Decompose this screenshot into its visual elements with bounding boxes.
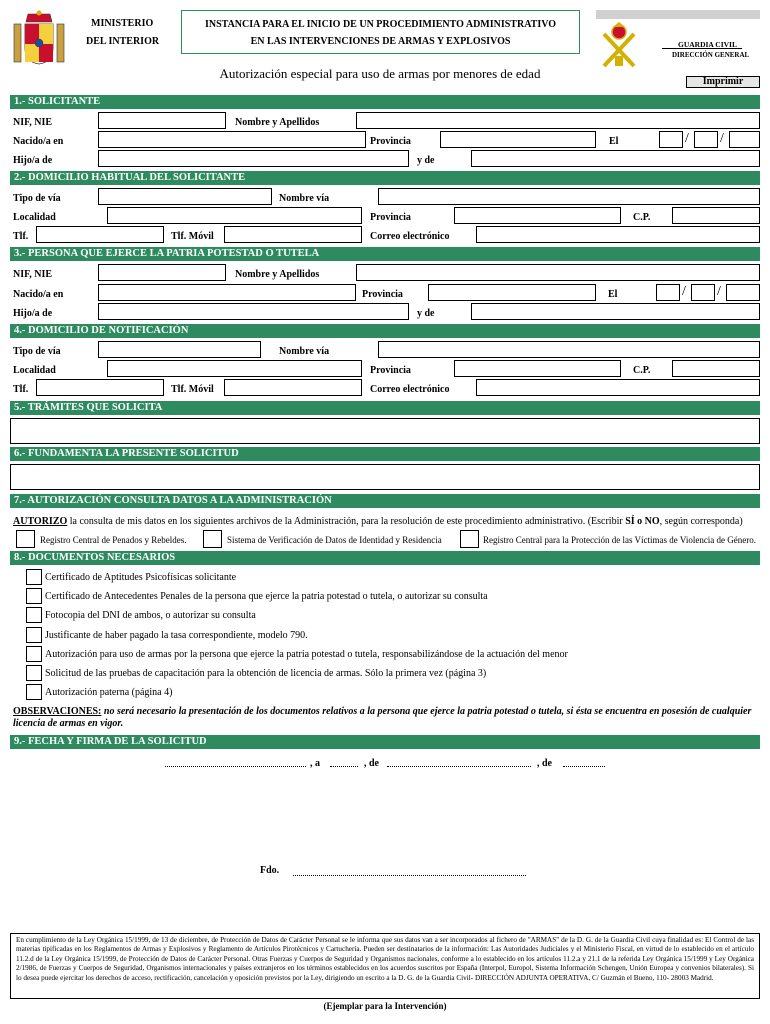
legal-notice-box [10, 933, 760, 999]
tramites-textarea[interactable] [10, 418, 760, 444]
doc-item-2: Certificado de Antecedentes Penales de la persona que ejerce la patria potestad o tutela, o autorizar su consulta [45, 591, 488, 602]
s3-mes-input[interactable] [691, 284, 715, 301]
label-tipo-via: Tipo de vía [13, 346, 61, 357]
doc-item-7: Autorización paterna (página 4) [45, 687, 173, 698]
consent-option-identidad: Sistema de Verificación de Datos de Identidad y Residencia [227, 535, 442, 545]
label-nacido: Nacido/a en [13, 136, 64, 147]
s2-cp-input[interactable] [672, 207, 760, 224]
authorization-word: AUTORIZO [13, 516, 68, 527]
observations [13, 706, 751, 730]
s1-nombre-input[interactable] [356, 112, 760, 129]
observations-label: OBSERVACIONES: [13, 706, 102, 717]
s1-dia-input[interactable] [659, 131, 683, 148]
date-separator: / [685, 131, 689, 146]
date-separator: / [682, 284, 686, 299]
authorization-text [13, 515, 743, 528]
section-2-header: 2.- DOMICILIO HABITUAL DEL SOLICITANTE [10, 171, 760, 185]
ministry-line2: DEL INTERIOR [86, 36, 160, 47]
section-9-header: 9.- FECHA Y FIRMA DE LA SOLICITUD [10, 735, 760, 749]
ministry-line1: MINISTERIO [91, 18, 154, 29]
section-4-header: 4.- DOMICILIO DE NOTIFICACIÓN [10, 324, 760, 338]
sign-day-line[interactable] [330, 766, 358, 767]
label-tlf-movil: Tlf. Móvil [171, 384, 214, 395]
gc-line2: DIRECCIÓN GENERAL [672, 51, 750, 59]
s4-cp-input[interactable] [672, 360, 760, 377]
sign-month-line[interactable] [387, 766, 531, 767]
doc-checkbox-3[interactable] [26, 607, 42, 623]
s1-madre-input[interactable] [471, 150, 760, 167]
label-localidad: Localidad [13, 212, 56, 223]
s3-dia-input[interactable] [656, 284, 680, 301]
doc-item-5: Autorización para uso de armas por la persona que ejerce la patria potestad o tutela, responsabilizándose de la actuación del menor [45, 649, 568, 660]
doc-checkbox-6[interactable] [26, 665, 42, 681]
label-nombre-via: Nombre vía [279, 193, 330, 204]
label-provincia: Provincia [370, 136, 411, 147]
authorization-text-pre: la consulta de mis datos en los siguientes archivos de la Administración, para la resolución de este procedimiento administrativo. (Escribir [67, 516, 626, 527]
title-line1: INSTANCIA PARA EL INICIO DE UN PROCEDIMIENTO ADMINISTRATIVO [204, 19, 557, 30]
label-yde: y de [417, 308, 435, 319]
s1-padre-input[interactable] [98, 150, 409, 167]
s4-localidad-input[interactable] [107, 360, 362, 377]
s4-nombre-via-input[interactable] [378, 341, 760, 358]
label-tipo-via: Tipo de vía [13, 193, 61, 204]
doc-checkbox-1[interactable] [26, 569, 42, 585]
authorization-text-post: , según corresponda) [659, 516, 743, 527]
authorization-si-no: SÍ o NO [625, 516, 660, 527]
label-nif: NIF, NIE [13, 269, 53, 280]
s2-tlf-input[interactable] [36, 226, 164, 243]
s1-nif-input[interactable] [98, 112, 226, 129]
s2-nombre-via-input[interactable] [378, 188, 760, 205]
s2-correo-input[interactable] [476, 226, 760, 243]
date-separator: / [717, 284, 721, 299]
sign-de-1: , de [364, 758, 379, 769]
s3-nombre-input[interactable] [356, 264, 760, 281]
doc-item-4: Justificante de haber pagado la tasa correspondiente, modelo 790. [45, 630, 308, 641]
label-nombre: Nombre y Apellidos [235, 117, 320, 128]
date-separator: / [720, 131, 724, 146]
section-1-header: 1.- SOLICITANTE [10, 95, 760, 109]
signature-line[interactable] [293, 875, 526, 876]
sign-year-line[interactable] [563, 766, 605, 767]
label-provincia: Provincia [370, 212, 411, 223]
s3-nif-input[interactable] [98, 264, 226, 281]
s4-correo-input[interactable] [476, 379, 760, 396]
label-tlf: Tlf. [13, 231, 29, 242]
label-nif: NIF, NIE [13, 117, 53, 128]
label-nombre-via: Nombre vía [279, 346, 330, 357]
label-correo: Correo electrónico [370, 384, 450, 395]
s4-tipo-via-input[interactable] [98, 341, 261, 358]
label-hijo: Hijo/a de [13, 155, 53, 166]
label-tlf: Tlf. [13, 384, 29, 395]
print-button[interactable]: Imprimir [686, 76, 760, 88]
section-5-header: 5.- TRÁMITES QUE SOLICITA [10, 401, 760, 415]
s4-movil-input[interactable] [224, 379, 362, 396]
gray-header-bar [596, 10, 760, 19]
s3-madre-input[interactable] [471, 303, 760, 320]
label-el: El [608, 289, 618, 300]
section-7-header: 7.- AUTORIZACIÓN CONSULTA DATOS A LA ADMINISTRACIÓN [10, 494, 760, 508]
label-tlf-movil: Tlf. Móvil [171, 231, 214, 242]
consent-identidad-input[interactable] [203, 530, 222, 548]
consent-violencia-input[interactable] [460, 530, 479, 548]
doc-item-3: Fotocopia del DNI de ambos, o autorizar su consulta [45, 610, 256, 621]
section-8-header: 8.- DOCUMENTOS NECESARIOS [10, 551, 760, 565]
s1-mes-input[interactable] [694, 131, 718, 148]
s3-anio-input[interactable] [726, 284, 760, 301]
consent-option-penados: Registro Central de Penados y Rebeldes. [40, 535, 187, 545]
observations-text1: no será necesario la presentación de los documentos relativos a la persona que ejerce la patria potestad o tutela, si ésta se encuentra en posesión de cualquier [101, 706, 752, 717]
gc-line1: GUARDIA CIVIL [678, 40, 737, 49]
spain-coat-of-arms-icon [12, 10, 66, 66]
copy-label: (Ejemplar para la Intervención) [323, 1001, 447, 1011]
label-localidad: Localidad [13, 365, 56, 376]
label-nombre: Nombre y Apellidos [235, 269, 320, 280]
form-subtitle: Autorización especial para uso de armas por menores de edad [219, 66, 541, 81]
section-3-header: 3.- PERSONA QUE EJERCE LA PATRIA POTESTAD O TUTELA [10, 247, 760, 261]
s4-tlf-input[interactable] [36, 379, 164, 396]
label-correo: Correo electrónico [370, 231, 450, 242]
legal-notice-text: En cumplimiento de la Ley Orgánica 15/1999, de 13 de diciembre, de Protección de Datos de Carácter Personal se le informa que sus datos van a ser incorporados al fichero de "ARMAS" de la D. G. de la Guardia Civil cuya finalidad es: El Control de las materias tipificadas en los Reglamentos de Armas y Explosivos y Reglamento de Artículos Pirotécnicos y Cartuchería. Pueden ser destinatarios de la información: Las Autoridades Judiciales y el Ministerio Fiscal, en virtud de lo establecido en el artículo 11.2.d de la Ley Orgánica 15/1999, de Protección de Datos de Carácter Personal. Otras Fuerzas y Cuerpos de Seguridad y Organismos nacionales, conforme a lo establecido en los artículos 11.2.a y 21.1 de la referida Ley Orgánica 15/1999 y Ley Orgánica 2/1986, de Fuerzas y Cuerpos de Seguridad, Organismos internacionales y países extranjeros en los términos establecidos en los acuerdos suscritos por España (Interpol, Europol, Sistema Información Schengen, Unión Europea y convenios bilaterales). Si lo desea puede ejercitar los derechos de acceso, rectificación, cancelación y oposición previstos por la Ley, dirigiendo un escrito a la D. G. de la Guardia Civil- DIRECCIÓN ADJUNTA OPERATIVA, C/ Guzmán el Bueno, 110- 28003 Madrid. [16, 936, 754, 982]
doc-checkbox-2[interactable] [26, 588, 42, 604]
doc-item-6: Solicitud de las pruebas de capacitación para la obtención de licencia de armas. Sólo la primera vez (página 3) [45, 668, 487, 679]
label-provincia: Provincia [362, 289, 403, 300]
label-provincia: Provincia [370, 365, 411, 376]
s3-provincia-input[interactable] [428, 284, 596, 301]
doc-checkbox-4[interactable] [26, 627, 42, 643]
s1-nacido-input[interactable] [98, 131, 366, 148]
s1-provincia-input[interactable] [440, 131, 596, 148]
s3-padre-input[interactable] [98, 303, 409, 320]
guardia-civil-emblem-icon [596, 22, 642, 72]
s2-localidad-input[interactable] [107, 207, 362, 224]
s2-provincia-input[interactable] [454, 207, 621, 224]
observations-text2: licencia de armas en vigor. [13, 718, 124, 729]
sign-de-2: , de [537, 758, 552, 769]
s3-nacido-input[interactable] [98, 284, 356, 301]
fundamenta-textarea[interactable] [10, 464, 760, 490]
s1-anio-input[interactable] [729, 131, 760, 148]
section-6-header: 6.- FUNDAMENTA LA PRESENTE SOLICITUD [10, 447, 760, 461]
fdo-label: Fdo. [260, 865, 280, 876]
doc-item-1: Certificado de Aptitudes Psicofísicas solicitante [45, 572, 237, 583]
consent-option-violencia: Registro Central para la Protección de las Víctimas de Violencia de Género. [483, 535, 757, 545]
label-nacido: Nacido/a en [13, 289, 64, 300]
label-yde: y de [417, 155, 435, 166]
s2-tipo-via-input[interactable] [98, 188, 272, 205]
doc-checkbox-7[interactable] [26, 684, 42, 700]
s4-provincia-input[interactable] [454, 360, 621, 377]
label-cp: C.P. [633, 212, 651, 223]
s2-movil-input[interactable] [224, 226, 362, 243]
title-line2: EN LAS INTERVENCIONES DE ARMAS Y EXPLOSIVOS [250, 36, 511, 47]
consent-penados-input[interactable] [16, 530, 35, 548]
label-el: El [609, 136, 619, 147]
sign-comma-a: , a [310, 758, 320, 769]
sign-place-line[interactable] [165, 766, 306, 767]
label-cp: C.P. [633, 365, 651, 376]
label-hijo: Hijo/a de [13, 308, 53, 319]
doc-checkbox-5[interactable] [26, 646, 42, 662]
